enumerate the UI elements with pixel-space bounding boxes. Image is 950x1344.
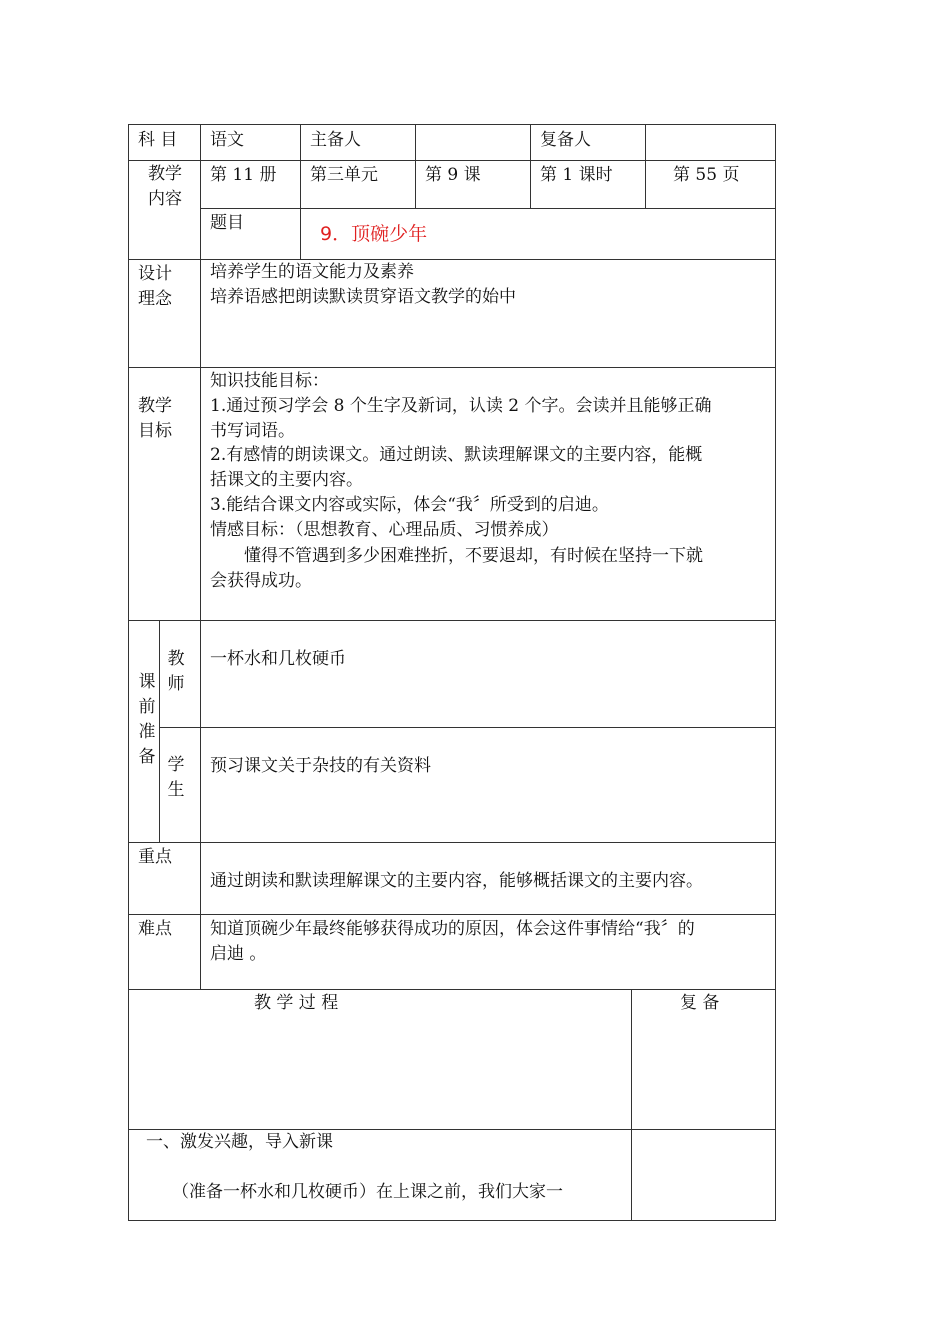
goals-line-6: 3.能结合课文内容或实际，体会“我〞所受到的启迪。 [210,495,609,515]
goals-line-9: 会获得成功。 [210,571,312,591]
subject-label: 科 目 [138,130,178,150]
process-label: 教 学 过 程 [254,993,339,1013]
goals-line-1: 知识技能目标： [210,371,329,391]
prep-student-text: 预习课文关于杂技的有关资料 [210,756,431,776]
topic-label: 题目 [210,213,244,233]
goals-line-8: 懂得不管遇到多少困难挫折，不要退却，有时候在坚持一下就 [210,546,703,566]
design-label: 设计理念 [138,264,172,309]
prep-label: 课前准备 [138,672,156,767]
difficulty-line-1: 知道顶碗少年最终能够获得成功的原因，体会这件事情给“我〞的 [210,919,695,939]
prep-student-label: 学生 [167,755,185,800]
unit: 第三单元 [310,165,378,185]
prep-teacher-label: 教师 [167,649,185,694]
difficulty-label: 难点 [138,919,172,939]
page-number: 第 55 页 [673,165,740,185]
prep-teacher-text: 一杯水和几枚硬币 [210,649,346,669]
difficulty-line-2: 启迪 。 [210,944,267,964]
design-line-1: 培养学生的语文能力及素养 [210,262,414,282]
goals-label: 教学目标 [138,396,172,441]
focus-text: 通过朗读和默读理解课文的主要内容，能够概括课文的主要内容。 [210,871,703,891]
focus-label: 重点 [138,847,172,867]
goals-line-4: 2.有感情的朗读课文。通过朗读、默读理解课文的主要内容，能概 [210,445,703,465]
content-label: 教学内容 [148,164,182,209]
design-line-2: 培养语感把朗读默读贯穿语文教学的始中 [210,287,516,307]
goals-line-5: 括课文的主要内容。 [210,470,363,490]
subject-value: 语文 [210,130,244,150]
volume: 第 11 册 [210,165,277,185]
goals-line-2: 1.通过预习学会 8 个生字及新词，认读 2 个字。会读并且能够正确 [210,396,712,416]
lesson-number: 第 9 课 [425,165,481,185]
period: 第 1 课时 [540,165,613,185]
step1-title: 一、激发兴趣，导入新课 [146,1132,333,1152]
lesson-title: 9．顶碗少年 [320,223,428,245]
review-label: 复 备 [680,993,720,1013]
main-preparer-label: 主备人 [310,130,361,150]
goals-line-3: 书写词语。 [210,421,295,441]
goals-line-7: 情感目标：（思想教育、心理品质、习惯养成） [210,520,559,540]
co-preparer-label: 复备人 [540,130,591,150]
step1-text: （准备一杯水和几枚硬币）在上课之前，我们大家一 [172,1182,563,1202]
